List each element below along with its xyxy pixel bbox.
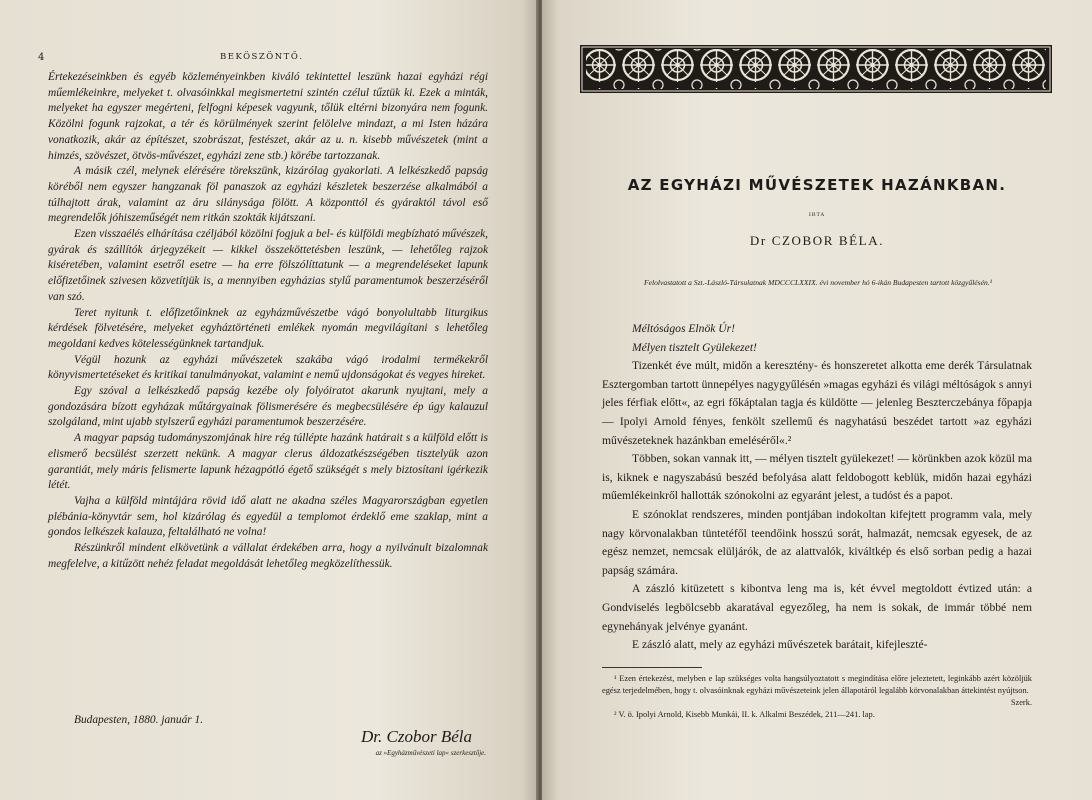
ornament-band-icon [580, 45, 1052, 93]
greeting-line: Mélyen tisztelt Gyülekezet! [632, 340, 757, 354]
paragraph: A magyar papság tudományszomjának hire rég túllépte hazánk határait s a külföld előtt is elismerő becsülést szerzett nekünk. A magyar clerus áldozatkészségében tisztelyük azon garantiát, mely máris felismerte lapunk hézagpótló égető szükségét s mely biztosítani igérkezik létét. [48, 432, 488, 492]
greeting-line: Méltóságos Elnök Úr! [632, 322, 736, 335]
paragraph: A zászló kitüzetett s kibontva leng ma is, két évvel megtoldott évtized után: a Gondviselés legbölcsebb akaratával egyezőleg, ha nem is sokak, de immár többé nem egynehányak jelvénye gyanánt. [602, 582, 1032, 633]
footnote-rule [602, 667, 702, 668]
paragraph: E szónoklat rendszeres, minden pontjában indokoltan kifejtett programm vala, mely nagy körvonalakban tüntetéfől teendőink hosszú sorát, halmazát, nemcsak egyesek, de az egész nemzet, nemcsak elüljárók, de az alattvalók, kiváltkép és első sorban pedig a hazai papság számára. [602, 507, 1032, 577]
right-body-text [602, 320, 1032, 655]
footnote: ¹ Ezen értekezést, melyben e lap szükséges volta hangsúlyoztatott s megindítása előre jeleztetett, leginkább azért közöljük egész terjedelmében, hogy t. olvasóinknak egyházi művészeteink jelen állapotáról legalább körvonalakban áttekintést nyújtson. [602, 674, 1032, 695]
paragraph: Végül hozunk az egyházi művészetek szakába vágó irodalmi termékekről könyvismertetéseket és kritikai tanulmányokat, valamint e nemű ujdonságokat és vegyes hireket. [48, 353, 488, 382]
paragraph: Részünkről mindent elkövetünk a vállalat érdekében arra, hogy a nyilvánult bizalomnak megfelelve, a kitűzött nehéz feladat megoldását lehetőleg megközelíthessük. [48, 542, 488, 570]
paragraph: Ezen visszaélés elhárítása czéljából közölni fogjuk a bel- és külföldi megbízható művészek, gyárak és szállítók árjegyzékeit — kikkel összeköttetésben leszünk, — lehetőleg rajzok kiséretében, valamint esetről esetre — ha erre fölszólíttatunk — a megrendeléseket lapunk előfizetőinek szivesen közvetítjük is, a mennyiben egyházias stylű paramentumok beszerzéséről van szó. [48, 228, 488, 303]
signature-role: az »Egyházművészeti lap« szerkesztője. [375, 749, 486, 757]
paragraph: Egy szóval a lelkészkedő papság kezébe oly folyóiratot akarunk nyujtani, mely a gondozására bízott egyházak műtárgyainak fölismerésére és megbecsülésére ép úgy kalauzul szolgáland, mint ujabb stylszerű egyházi paramentumok beszerzésére. [48, 385, 488, 429]
reading-note: Felolvastatott a Szt.-László-Társulatnak MDCCCLXXIX. évi november hó 6-ikán Budapesten tartott közgyűlésén.¹ [644, 278, 992, 287]
running-head: BEKÖSZÖNTŐ. [220, 52, 304, 62]
paragraph: Vajha a külföld mintájára rövid idő alatt ne akadna széles Magyarországban egyetlen plébánia-könyvtár sem, hol kizárólag és egyedül a templomot érdeklő eme szaklap, mint a gondos lelkészek kalauza, feltalálható ne volna! [48, 494, 488, 539]
footnote: ² V. ö. Ipolyi Arnold, Kisebb Munkái, II. k. Alkalmi Beszédek, 211—241. lap. [614, 710, 875, 719]
article-title: AZ EGYHÁZI MŰVÉSZETEK HAZÁNKBAN. [627, 176, 1007, 194]
left-body-text [48, 70, 488, 573]
paragraph: Teret nyitunk t. előfizetőinknek az egyházművészetbe vágó bonyolultabb liturgikus kérdések fölvetésére, melyeket egyháztörténeti emlékek nyomán megvilágítani s lehetőleg megoldani kedves kötelességünknek tartandjuk. [48, 306, 488, 350]
byline-irta: IRTA [808, 212, 826, 218]
article-author: Dr CZOBOR BÉLA. [749, 233, 885, 248]
footnotes [602, 673, 1032, 721]
date-line: Budapesten, 1880. január 1. [74, 714, 204, 726]
right-page [542, 0, 1092, 800]
paragraph: A másik czél, melynek elérésére törekszünk, kizárólag gyakorlati. A lelkészkedő papság köréből nem egyszer hangzanak föl panaszok az egyházi készletek beszerzése alkalmából a túlhajtott árak, valamint az áru silánysága fölött. A központtól és gyáraktól távol eső megrendelők jóhiszeműségét nem ritkán szokták kijátszani. [48, 165, 488, 225]
paragraph: Tizenkét éve múlt, midőn a keresztény- és honszeretet alkotta eme derék Társulatnak Esztergomban tartott ünnepélyes nagygyűlésén »magas egyházi és világi méltóságok s annyi jeles férfiak előtt«, az egri főkáptalan tagja és küldötte — jelenleg Beszterczebánya főpapja — Ipolyi Arnold fényes, fenkölt szellemű és nagyhatású beszédet tartott »az egyházi művészeteknek hazánkban emeléséről«.² [602, 359, 1032, 447]
paragraph: Értekezéseinkben és egyéb közleményeinkben kiváló tekintettel leszünk hazai egyházi régi műemlékeinkre, melyeket t. olvasóinkkal megismertetni szintén czélul tűztük ki. Ezek a minták, melyeket ha egyszer megérteni, felfogni képesek vagyunk, tőlük eltérni bizonyára nem fogunk. Közölni fogunk rajzokat, a tér és körülmények szerint felölelve mindazt, a mi Isten házára vonatkozik, akár az építészet, szobrászat, festészet, akár az u. n. kisebb művészetek (mint a himzés, szövészet, ötvös-művészet, egyházi zene stb.) körébe tartozzanak. [48, 71, 488, 162]
paragraph: Többen, sokan vannak itt, — mélyen tisztelt gyülekezet! — körünkben azok közül ma is, kiknek e nagyszabású beszéd befolyása alatt feldobogott keblük, midőn hazai egyházi műemlékeinkről hallották szónokolni az egyaránt jelest, a tudóst és a papot. [602, 452, 1032, 503]
page-number: 4 [38, 52, 45, 63]
signature-name: Dr. Czobor Béla [361, 727, 472, 746]
left-page [0, 0, 538, 800]
paragraph: E zászló alatt, mely az egyházi művészetek barátait, kifejleszté- [632, 638, 928, 652]
footnote-sign: Szerk. [1010, 698, 1032, 707]
